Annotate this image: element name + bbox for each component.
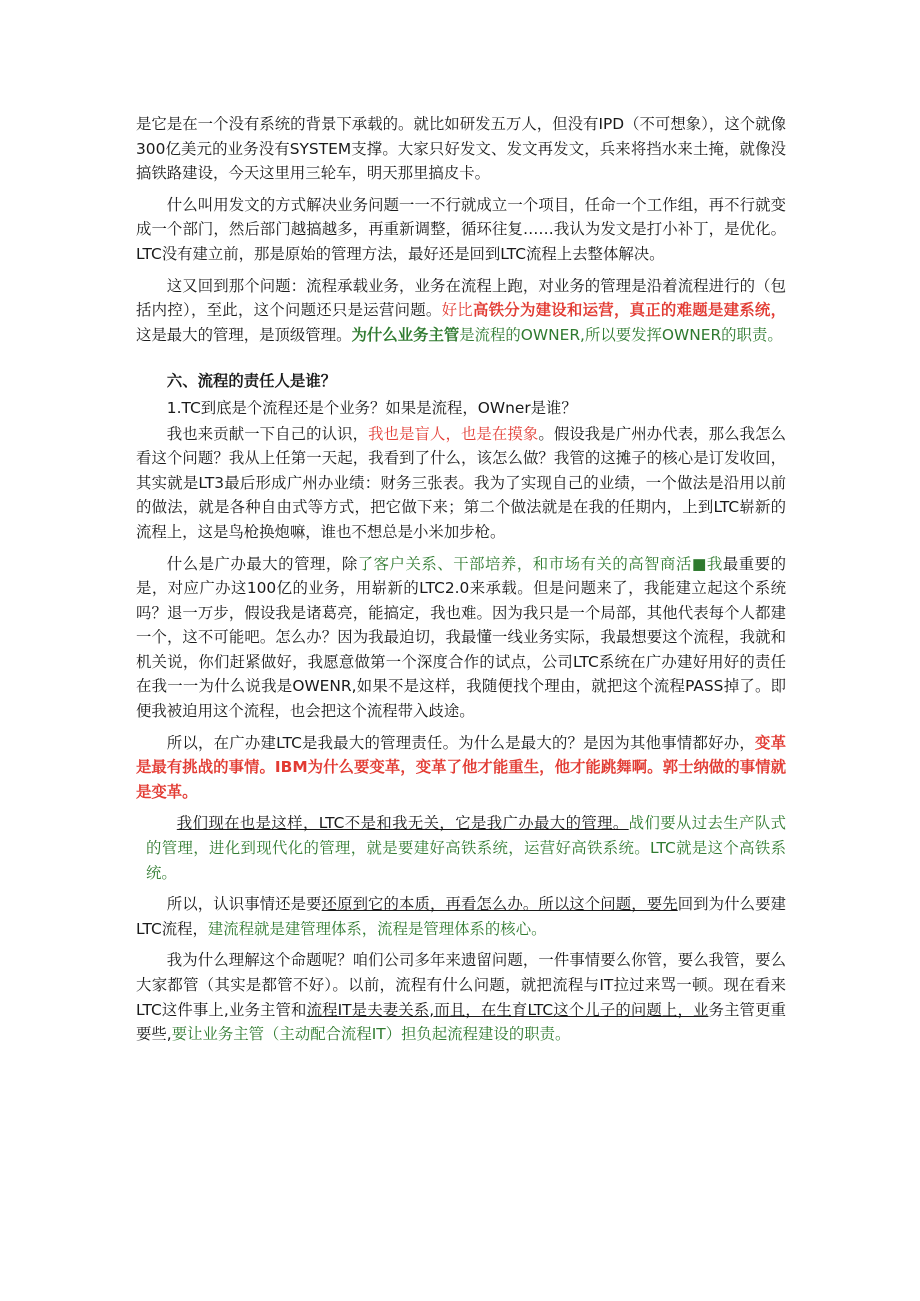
- highlight-green-bold: 为什么业务主管: [351, 325, 460, 344]
- highlight-green: 战们要从过去生产队式的管理，进化到现代化的管理，就是要建好高铁系统，运营好高铁系统。LTC就是这个高铁系统。: [146, 814, 786, 882]
- highlight-red-bold: 高铁分为建设和运营，真正的难题是建系统，: [472, 301, 786, 320]
- paragraph-6: [136, 731, 786, 805]
- text-run: 这又回到那个问题：流程承载业务，业务在流程上跑，对业务的管理是沿着流程进行的（包括内控），至此，这个问题还只是运营问题。: [136, 276, 786, 320]
- text-run: 。假设我是广州办代表，那么我怎么看这个问题？我从上任第一天起，我看到了什么，该怎么做？我管的这摊子的核心是订发收回，其实就是LT3最后形成广州办业绩：财务三张表。我为了实现自己的业绩，一个做法是沿用以前的做法，就是各种自由式等方式，把它做下来；第二个做法就是在我的任期内，上到LTC崭新的流程上，这是鸟枪换炮嘛，谁也不想总是小米加步枪。: [136, 424, 786, 541]
- underlined-text: 还原到它的本质，再看怎么办。所以这个问题，要先: [321, 895, 678, 914]
- question-1: 1.TC到底是个流程还是个业务？如果是流程，OWner是谁？: [166, 398, 577, 417]
- highlight-green: 要让业务主管（主动配合流程IT）担负起流程建设的职责。: [171, 1025, 571, 1044]
- paragraph-5: [136, 552, 786, 724]
- paragraph-3: [136, 274, 786, 348]
- document-page: [136, 112, 786, 1054]
- text-run: 最重要的是，对应广办这100亿的业务，用崭新的LTC2.0来承载。但是问题来了，我能建立起这个系统吗？退一万步，假设我是诸葛亮，能搞定，我也难。因为我只是一个局部，其他代表每个人都建一个，这不可能吧。怎么办？因为我最迫切，我最懂一线业务实际，我最想要这个流程，我就和机关说，你们赶紧做好，我愿意做第一个深度合作的试点，公司LTC系统在广办建好用好的责任在我一一为什么说我是OWENR,如果不是这样，我随便找个理由，就把这个流程PASS掉了。即便我被迫用这个流程，也会把这个流程带入歧途。: [136, 554, 786, 721]
- underlined-text: 流程IT是夫妻关系,而且，在生育LTC这个儿子的问题上，业: [306, 1000, 709, 1019]
- paragraph-1: [136, 112, 786, 186]
- paragraph-7: [136, 811, 786, 885]
- text-run: 所以，认识事情还是要: [166, 895, 322, 914]
- highlight-red-bold: 变革是最有挑战的事情。IBM为什么要变革，变革了他才能重生，他才能跳舞啊。郭士纳做的事情就是变革。: [136, 733, 786, 801]
- text-run: 所以，在广办建LTC是我最大的管理责任。为什么是最大的？是因为其他事情都好办，: [166, 733, 755, 752]
- paragraph-8: [136, 892, 786, 941]
- highlight-green: 建流程就是建管理体系，流程是管理体系的核心。: [207, 919, 547, 938]
- highlight-green: 了客户关系、干部培养，和市场有关的高智商活■我: [357, 554, 723, 573]
- section-heading: 六、流程的责任人是谁？: [166, 372, 337, 391]
- text-run: 我为什么理解这个命题呢？咱们公司多年来遗留问题，一件事情要么你管，要么我管，要么大家都管（其实是都管不好）。以前，流程有什么问题，就把流程与IT拉过来骂一顿。现在看来LTC这件事上,业务主管和: [136, 951, 786, 1019]
- text-run: 是它是在一个没有系统的背景下承载的。就比如研发五万人，但没有IPD（不可想象），这个就像300亿美元的业务没有SYSTEM支撑。大家只好发文、发文再发文，兵来将挡水来土掩，就像没搞铁路建设，今天这里用三轮车，明天那里搞皮卡。: [136, 115, 786, 183]
- text-run: 什么叫用发文的方式解决业务问题一一不行就成立一个项目，任命一个工作组，再不行就变成一个部门，然后部门越搞越多，再重新调整，循环往复……我认为发文是打小补丁，是优化。LTC没有建立前，那是原始的管理方法，最好还是回到LTC流程上去整体解决。: [136, 195, 786, 263]
- text-run: 我也来贡献一下自己的认识，: [166, 424, 369, 443]
- highlight-red: 好比: [441, 301, 473, 320]
- highlight-green: 是流程的OWNER,所以要发挥OWNER的职责。: [459, 325, 783, 344]
- paragraph-9: [136, 948, 786, 1046]
- text-run: 这是最大的管理，是顶级管理。: [136, 325, 352, 344]
- paragraph-2: [136, 193, 786, 267]
- paragraph-4: [136, 422, 786, 545]
- text-run: 回到为什么要建LTC流程，: [136, 895, 786, 938]
- text-run: 什么是广办最大的管理，除: [166, 554, 358, 573]
- highlight-red: 我也是盲人，也是在摸象: [368, 424, 539, 443]
- text-run: 务主管更重要些,: [136, 1000, 786, 1044]
- underlined-text: 我们现在也是这样，LTC不是和我无关，它是我广办最大的管理。: [176, 814, 629, 833]
